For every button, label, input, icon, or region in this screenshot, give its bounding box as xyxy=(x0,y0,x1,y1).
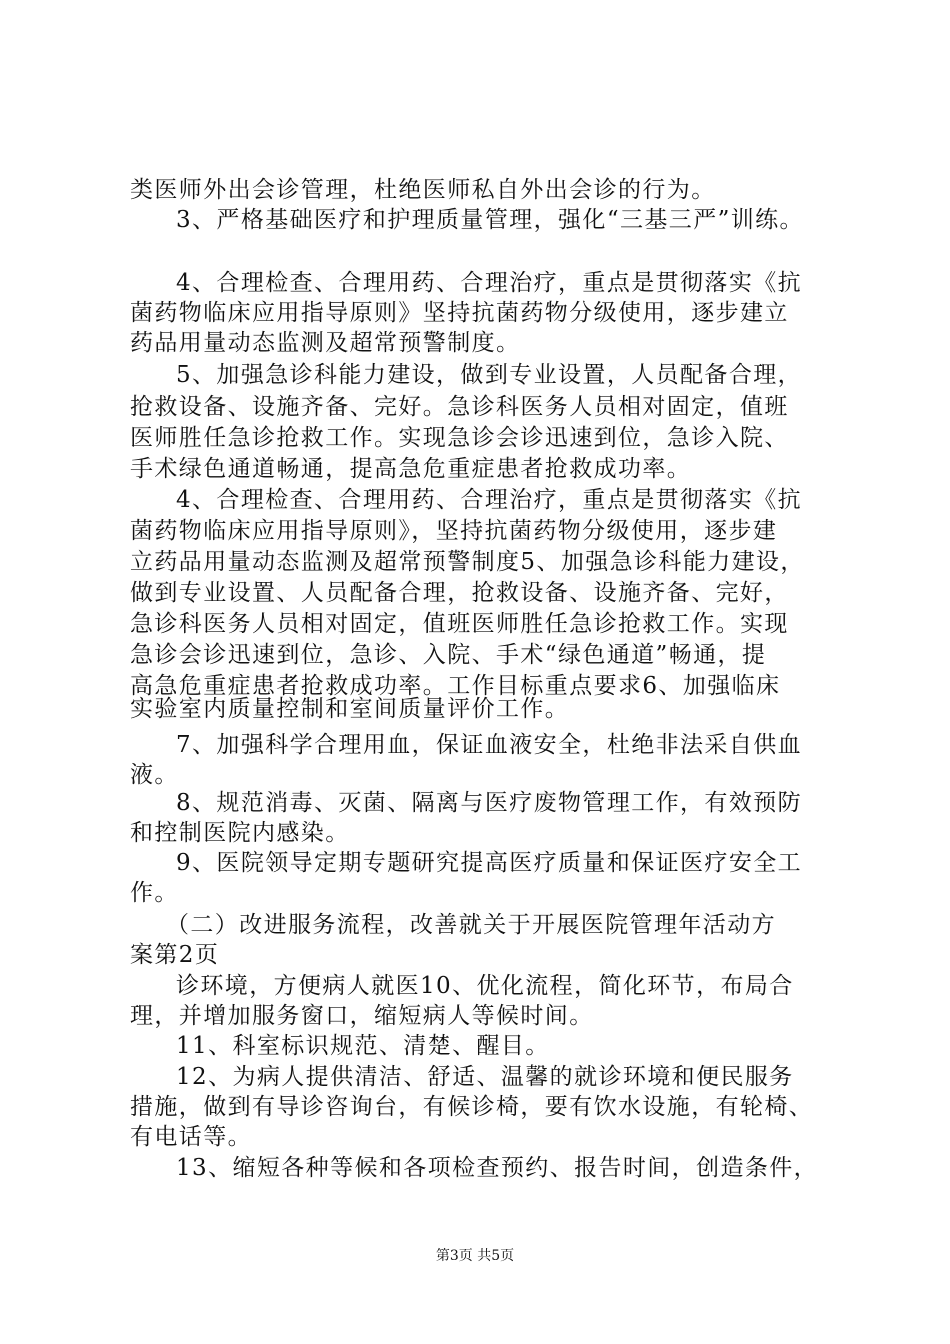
text-line: 措施，做到有导诊咨询台，有候诊椅，要有饮水设施，有轮椅、 xyxy=(130,1094,814,1120)
text-line: 13、缩短各种等候和各项检查预约、报告时间，创造条件， xyxy=(176,1155,819,1181)
text-line: 4、合理检查、合理用药、合理治疗，重点是贯彻落实《抗 xyxy=(176,270,803,296)
text-line: 急诊科医务人员相对固定，值班医师胜任急诊抢救工作。实现 xyxy=(130,611,789,637)
text-line: 菌药物临床应用指导原则》坚持抗菌药物分级使用，逐步建立 xyxy=(130,300,789,326)
text-line: 4、合理检查、合理用药、合理治疗，重点是贯彻落实《抗 xyxy=(176,487,803,513)
text-line: 立药品用量动态监测及超常预警制度5、加强急诊科能力建设， xyxy=(130,549,805,575)
page-number-footer: 第3页 共5页 xyxy=(435,1248,515,1264)
text-line: 药品用量动态监测及超常预警制度。 xyxy=(130,330,521,356)
text-line: 实验室内质量控制和室间质量评价工作。 xyxy=(130,696,570,722)
text-line: 急诊会诊迅速到位，急诊、入院、手术“绿色通道”畅通，提 xyxy=(130,642,767,668)
text-line: 类医师外出会诊管理，杜绝医师私自外出会诊的行为。 xyxy=(130,177,716,203)
text-line: 案第2页 xyxy=(130,942,220,968)
text-line: 抢救设备、设施齐备、完好。急诊科医务人员相对固定，值班 xyxy=(130,394,789,420)
text-line: 5、加强急诊科能力建设，做到专业设置，人员配备合理， xyxy=(176,362,803,388)
text-line: 诊环境，方便病人就医10、优化流程，简化环节，布局合 xyxy=(176,973,794,999)
text-line: 作。 xyxy=(130,880,179,906)
text-line: 理，并增加服务窗口，缩短病人等候时间。 xyxy=(130,1003,594,1029)
text-line: 液。 xyxy=(130,762,179,788)
text-line: 高急危重症患者抢救成功率。工作目标重点要求6、加强临床 xyxy=(130,673,781,699)
text-line: 医师胜任急诊抢救工作。实现急诊会诊迅速到位，急诊入院、 xyxy=(130,425,789,451)
text-line: 8、规范消毒、灭菌、隔离与医疗废物管理工作，有效预防 xyxy=(176,790,803,816)
text-line: 做到专业设置、人员配备合理，抢救设备、设施齐备、完好， xyxy=(130,580,789,606)
text-line: 11、科室标识规范、清楚、醒目。 xyxy=(176,1033,550,1059)
text-line: （二）改进服务流程，改善就关于开展医院管理年活动方 xyxy=(166,912,776,938)
text-line: 12、为病人提供清洁、舒适、温馨的就诊环境和便民服务 xyxy=(176,1064,794,1090)
text-line: 菌药物临床应用指导原则》，坚持抗菌药物分级使用，逐步建 xyxy=(130,518,778,544)
text-line: 有电话等。 xyxy=(130,1124,252,1150)
text-line: 和控制医院内感染。 xyxy=(130,820,350,846)
text-line: 手术绿色通道畅通，提高急危重症患者抢救成功率。 xyxy=(130,456,692,482)
text-line: 9、医院领导定期专题研究提高医疗质量和保证医疗安全工 xyxy=(176,850,803,876)
text-line: 7、加强科学合理用血，保证血液安全，杜绝非法采自供血 xyxy=(176,732,803,758)
text-line: 3、严格基础医疗和护理质量管理，强化“三基三严”训练。 xyxy=(176,207,804,233)
